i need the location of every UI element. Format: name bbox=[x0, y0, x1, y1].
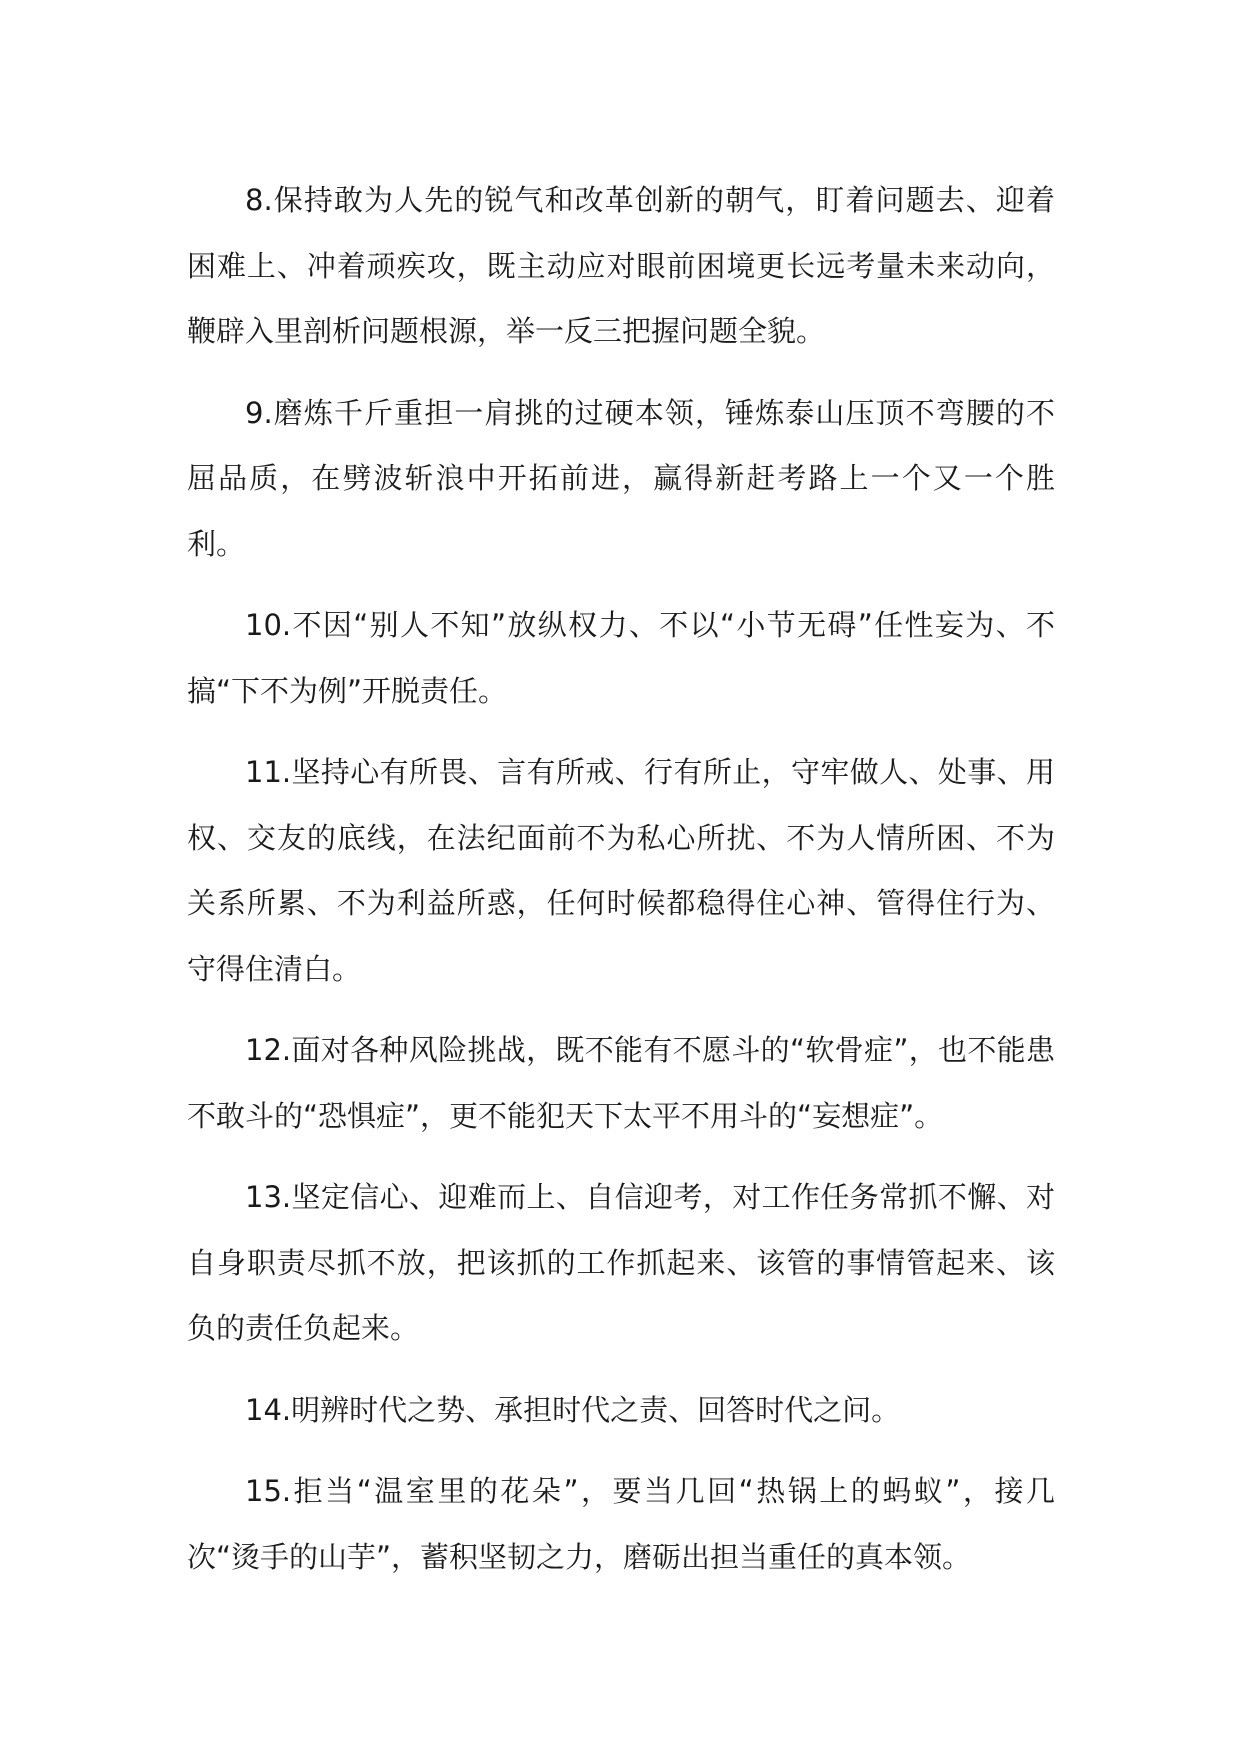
paragraph-15: 15.拒当“温室里的花朵”，要当几回“热锅上的蚂蚁”，接几次“烫手的山芋”，蓄积坚韧之力，磨砺出担当重任的真本领。 bbox=[187, 1474, 1055, 1574]
paragraph-8: 8.保持敢为人先的锐气和改革创新的朝气，盯着问题去、迎着困难上、冲着顽疾攻，既主动应对眼前困境更长远考量未来动向，鞭辟入里剖析问题根源，举一反三把握问题全貌。 bbox=[187, 183, 1055, 348]
paragraph-13: 13.坚定信心、迎难而上、自信迎考，对工作任务常抓不懈、对自身职责尽抓不放，把该抓的工作抓起来、该管的事情管起来、该负的责任负起来。 bbox=[187, 1180, 1055, 1345]
document-body bbox=[187, 168, 1055, 1606]
paragraph-9: 9.磨炼千斤重担一肩挑的过硬本领，锤炼泰山压顶不弯腰的不屈品质，在劈波斩浪中开拓前进，赢得新赶考路上一个又一个胜利。 bbox=[187, 395, 1055, 561]
paragraph-14: 14.明辨时代之势、承担时代之责、回答时代之问。 bbox=[245, 1392, 901, 1427]
paragraph-11: 11.坚持心有所畏、言有所戒、行有所止，守牢做人、处事、用权、交友的底线，在法纪面前不为私心所扰、不为人情所困、不为关系所累、不为利益所惑，任何时候都稳得住心神、管得住行为、守得住清白。 bbox=[187, 755, 1055, 986]
paragraph-10: 10.不因“别人不知”放纵权力、不以“小节无碍”任性妄为、不搞“下不为例”开脱责任。 bbox=[187, 608, 1055, 708]
paragraph-12: 12.面对各种风险挑战，既不能有不愿斗的“软骨症”，也不能患不敢斗的“恐惧症”，更不能犯天下太平不用斗的“妄想症”。 bbox=[187, 1033, 1055, 1133]
